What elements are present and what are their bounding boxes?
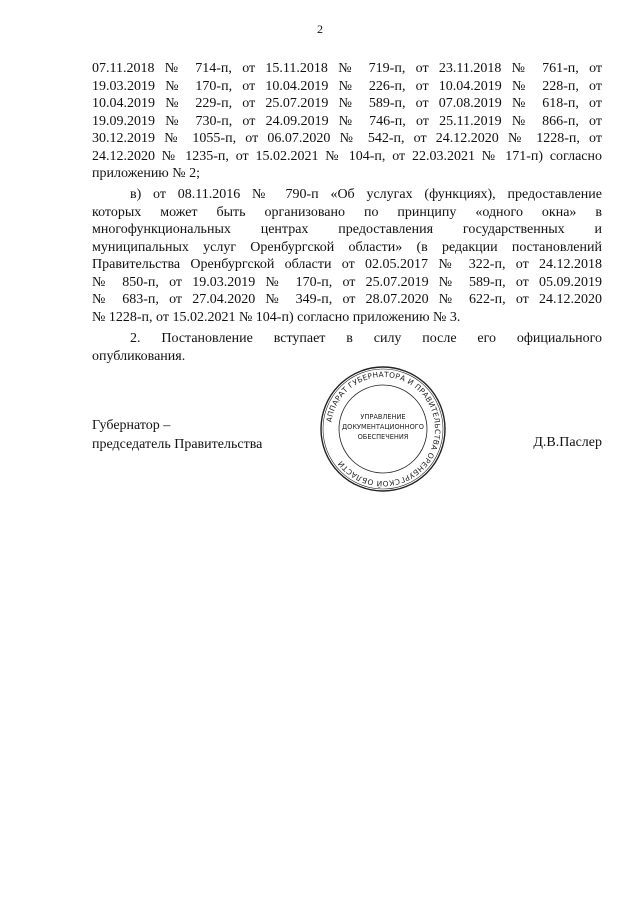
text-line: 2. Постановление вступает в силу после его официального	[130, 331, 602, 346]
text-line: № 850-п, от 19.03.2019 № 170-п, от 25.07.2019 № 589-п, от 05.09.2019	[92, 274, 602, 290]
paragraph-item-v	[92, 186, 602, 326]
seal-center-text: ДОКУМЕНТАЦИОННОГО	[342, 423, 424, 431]
seal-ring-text: АППАРАТ ГУБЕРНАТОРА И ПРАВИТЕЛЬСТВА ОРЕНБУРГСКОЙ ОБЛАСТИ	[324, 369, 443, 489]
text-line: Правительства Оренбургской области от 02.05.2017 № 322-п, от 24.12.2018	[92, 257, 602, 272]
page-number: 2	[317, 22, 323, 36]
seal-center-text: ОБЕСПЕЧЕНИЯ	[357, 433, 409, 441]
text-line: в) от 08.11.2016 № 790-п «Об услугах (функциях), предоставление	[130, 187, 602, 202]
text-line: многофункциональных центрах предоставления государственных и	[92, 222, 602, 237]
text-line: 19.03.2019 № 170-п, от 10.04.2019 № 226-п, от 10.04.2019 № 228-п, от	[92, 78, 602, 94]
signatory-name: Д.В.Паслер	[533, 435, 602, 450]
text-line: 24.12.2020 № 1235-п, от 15.02.2021 № 104-п, от 22.03.2021 № 171-п) согласно	[92, 148, 602, 164]
official-seal	[318, 364, 448, 494]
signatory-title-line: Губернатор –	[92, 418, 171, 433]
text-line: 19.09.2019 № 730-п, от 24.09.2019 № 746-п, от 25.11.2019 № 866-п, от	[92, 113, 602, 129]
paragraph-amendments-list	[92, 60, 602, 183]
text-line: муниципальных услуг Оренбургской области» (в редакции постановлений	[92, 239, 602, 255]
text-line: приложению № 2;	[92, 166, 201, 181]
text-line: 30.12.2019 № 1055-п, от 06.07.2020 № 542-п, от 24.12.2020 № 1228-п, от	[92, 131, 602, 146]
text-line: № 1228-п, от 15.02.2021 № 104-п) согласно приложению № 3.	[92, 309, 461, 325]
text-line: № 683-п, от 27.04.2020 № 349-п, от 28.07.2020 № 622-п, от 24.12.2020	[92, 292, 602, 307]
signatory-title	[92, 416, 262, 454]
text-line: 10.04.2019 № 229-п, от 25.07.2019 № 589-п, от 07.08.2019 № 618-п, от	[92, 96, 602, 111]
seal-center-text: УПРАВЛЕНИЕ	[360, 413, 406, 421]
paragraph-effective-date	[92, 330, 602, 365]
text-line: 07.11.2018 № 714-п, от 15.11.2018 № 719-п, от 23.11.2018 № 761-п, от	[92, 61, 602, 76]
signatory-title-line: председатель Правительства	[92, 437, 263, 452]
text-line: которых может быть организовано по принципу «одного окна» в	[92, 204, 602, 220]
text-line: опубликования.	[92, 348, 186, 364]
